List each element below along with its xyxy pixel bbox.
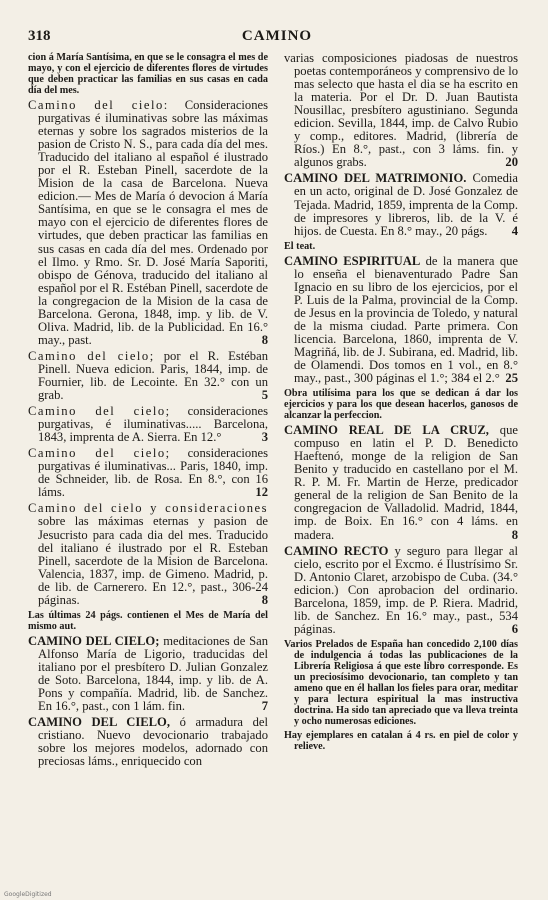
entry-price: 6 [511,621,518,636]
entry-price: 12 [255,485,268,500]
bibliographic-note: cion á María Santísima, en que se le consagra el mes de mayo, y con el ejercicio de diferentes flores de virtudes que deben practicar las familias en sus casas en cada día del mes. [28,52,268,96]
entry-heading: CAMINO DEL CIELO, [28,715,170,730]
entry-heading: CAMINO RECTO [284,543,389,558]
entry-body: sobre las máximas eternas y pasion de Jesucristo para cada dia del mes. Traducido del italiano é ilustrado por el R. Esteban Pinell, sacerdote de la Mision de Barcelona. Valencia, 1837, imp. de Gimeno. Madrid, p. de lib. de Carnerero. En 12.°, past., 306-24 páginas. [38,514,268,607]
entry-price: 8 [261,332,268,347]
catalog-entry [284,545,518,636]
catalog-entry [28,99,268,347]
bibliographic-note: Obra utilísima para los que se dedican á dar los ejercicios y para los que desean hacerlos, ganosos de alcanzar la perfeccion. [284,388,518,422]
entry-body: ó armadura del cristiano. Nuevo devocionario trabajado sobre los mejores modelos, adornado con preciosas láms., enriquecido con [38,715,268,769]
catalog-entry [284,172,518,237]
entry-body: Consideraciones purgativas é iluminativas sobre las máximas eternas y sobre los sagrados misterios de la pasion de Cristo N. S., para cada día del mes. Traducido del italiano al español é ilustrado por el R. Esteban Pinell, sacerdote de la Mision de la casa de Barcelona. Nueva edicion.— Mes de María ó devocion á María Santísima, en que se le consagra el mes de mayo con el ejercicio de diferentes flores de virtudes, que deben practicar las familias en sus casas en cada día del mes. Ordenado por el Ilmo. y Rmo. Sr. D. José María Saporiti, obispo de Génova, traducido del italiano al español por el R. Estéban Pinell, sacerdote de la congregacion de la Mision de la casa de Barcelona. Gerona, 1848, imp. y lib. de V. Oliva. Madrid, lib. de la Publicidad. En 16.° may., past. [38,98,268,347]
entry-body: que compuso en latin el P. D. Benedicto Haeftenó, monge de la religion de San Benito y traducido en castellano por el M. R. P. M. Fr. Martin de Herze, predicador general de la religion de San Benito de la congregacion de Valladolid. Madrid, 1844, imp. de Boix. En 16.° con 4 láms. en madera. [294,423,518,542]
right-column [284,52,518,755]
catalog-entry [28,716,268,768]
entry-body: meditaciones de San Alfonso María de Ligorio, traducidas del italiano por el presbítero D. Julian Gonzalez de Soto. Barcelona, 1844, imp. y lib. de A. Pons y compañía. Madrid, lib. de Sanchez. En 16.°, past., con 1 lám. fin. [38,633,268,714]
entry-price: 8 [511,527,518,542]
catalog-entry [284,255,518,385]
entry-price: 4 [511,223,518,238]
entry-body: de la manera que lo enseña el bienaventurado Padre San Ignacio en su libro de los ejercicios, por el P. Luis de la Palma, provincial de la Comp. de Jesus en la provincia de Toledo, y natural de la misma ciudad. Parte primera. Con licencia. Barcelona, 1860, imprenta de V. Magriñá, lib. de J. Subirana, ed. Madrid, lib. de Olamendi. Dos tomos en 1 vol., en 8.° may., past., 300 páginas el 1.°; 384 el 2.° [294,253,519,386]
entry-price: 5 [261,388,268,403]
entry-heading: Camino del cielo: [28,98,169,112]
catalog-entry [28,350,268,402]
bibliographic-note: Varios Prelados de España han concedido 2,100 días de indulgencia á todas las publicaciones de la Librería Religiosa á que este libro corresponde. Es un preciosísimo devocionario, tan completo y tan ameno que en él hallan los fieles para orar, meditar y para lectura espiritual la mas instructiva doctrina. Ha sido tan apreciado que va lleva treinta y ocho numerosas ediciones. [284,638,518,727]
page-number: 318 [28,28,51,44]
bibliographic-note: Las últimas 24 págs. contienen el Mes de María del mismo aut. [28,609,268,632]
entry-price: 25 [505,371,518,386]
entry-price: 20 [505,155,518,170]
entry-heading: Camino del cielo; [28,446,171,461]
entry-heading: CAMINO DEL MATRIMONIO. [284,171,467,186]
bibliographic-note: Hay ejemplares en catalan á 4 rs. en piel de color y relieve. [284,729,518,752]
left-column [28,52,268,771]
catalog-entry [28,447,268,499]
entry-heading: CAMINO ESPIRITUAL [284,253,421,268]
catalog-entry [28,502,268,606]
entry-price: 7 [261,699,268,714]
entry-body: consideraciones purgativas, é iluminativas..... Barcelona, 1843, imprenta de A. Sierra. En 12.° [38,404,268,445]
entry-body: consideraciones purgativas é iluminativas... Paris, 1840, imp. de Schneider, lib. de Rosa. En 8.°, con 16 láms. [38,446,268,500]
bibliographic-note: El teat. [284,240,316,252]
page-header [28,28,526,48]
digitization-mark: GoogleDigitized [4,891,52,898]
entry-heading: CAMINO DEL CIELO; [28,633,160,648]
entry-price: 3 [261,430,268,445]
entry-body: Comedia en un acto, original de D. José Gonzalez de Tejada. Madrid, 1859, imprenta de la Comp. de impresores y libreros, lib. de la V. é hijos. de Cuesta. En 8.° may., 20 págs. [294,171,518,238]
catalog-entry [28,635,268,713]
entry-body: por el R. Estéban Pinell. Nueva edicion. Paris, 1844, imp. de Fournier, lib. de Lecointe. En 32.° con un grab. [38,348,268,403]
entry-heading: CAMINO REAL DE LA CRUZ, [284,423,489,438]
entry-heading: Camino del cielo y consideraciones [28,501,268,516]
catalog-entry [28,405,268,444]
running-title: CAMINO [241,28,313,44]
catalog-entry [284,52,518,169]
entry-price: 8 [261,592,268,607]
entry-heading: Camino del cielo; [28,348,155,363]
entry-body: y seguro para llegar al cielo, escrito por el Excmo. é Ilustrísimo Sr. D. Antonio Claret, arzobispo de Cuba. (34.° edicion.) Con aprobacion del ordinario. Barcelona, 1859, imp. de P. Riera. Madrid, lib. de Sanchez. En 16.° may., past., 534 páginas. [294,543,519,636]
entry-heading: Camino del cielo; [28,404,171,419]
entry-body: varias composiciones piadosas de nuestros poetas contemporáneos y comprensivo de lo mas selecto que hasta el dia se ha escrito en la materia. Por el Dr. D. Juan Bautista Nousillac, presbítero agustiniano. Segunda edicion. Sevilla, 1844, imp. de Calvo Rubio y comp., editores. Madrid, (librería de Ríos.) En 8.°, past., con 3 láms. fin. y algunos grabs. [284,51,518,170]
catalog-entry [284,424,518,541]
